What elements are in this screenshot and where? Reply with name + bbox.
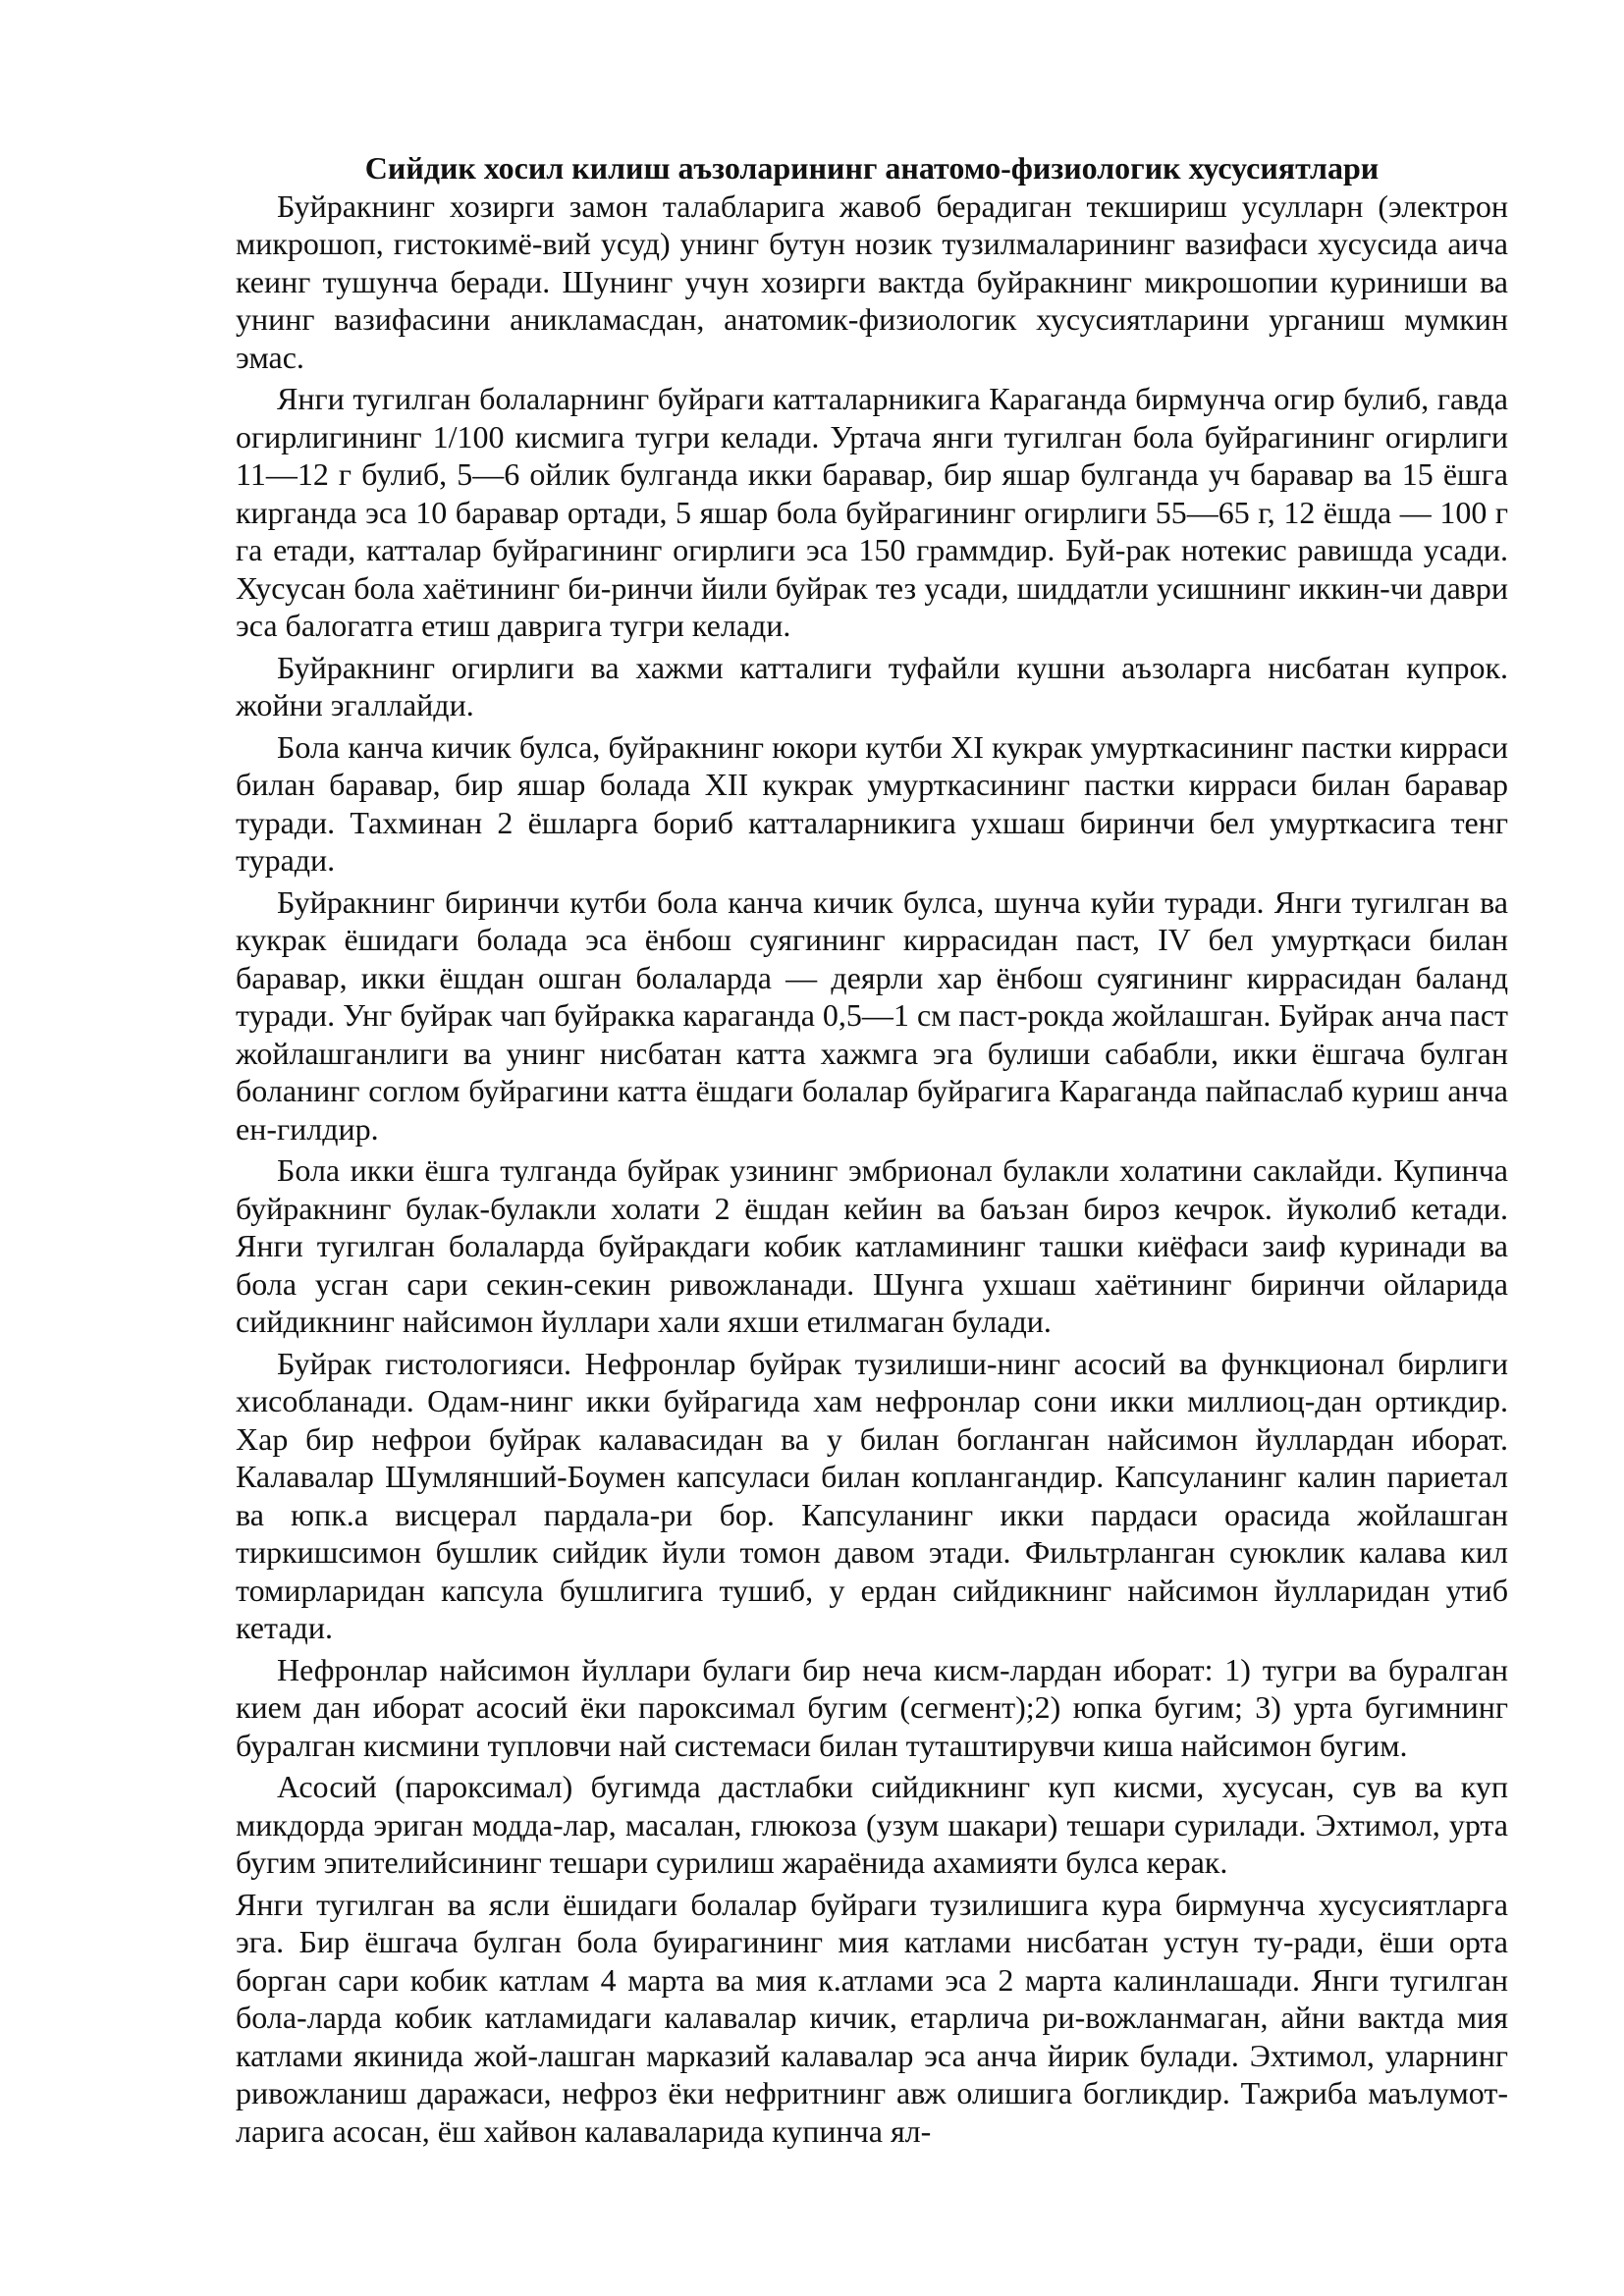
paragraph-9: Асосий (пароксимал) бугимда дастлабки сийдикнинг куп кисми, хусусан, сув ва куп микдорда эриган модда-лар, масалан, глюкоза (узум шакари) тешари сурилади. Эхтимол, урта бугим эпителийсининг тешари сурилиш жараёнида ахамияти булса керак. [236, 1769, 1508, 1880]
paragraph-7: Буйрак гистологияси. Нефронлар буйрак тузилиши-нинг асосий ва функционал бирлиги хисобланади. Одам-нинг икки буйрагида хам нефронлар сони икки миллиоц-дан ортикдир. Хар бир нефрои буйрак калавасидан ва у билан богланган найсимон йуллардан иборат. Калавалар Шумлянший-Боумен капсуласи билан коплангандир. Капсуланинг калин париетал ва юпк.а висцерал пардала-ри бор. Капсуланинг икки пардаси орасида жойлашган тиркишсимон бушлик сийдик йули томон давом этади. Фильтрланган суюклик калава кил томирларидан капсула бушлигига тушиб, у ердан сийдикнинг найсимон йулларидан утиб кетади. [236, 1345, 1508, 1645]
paragraph-6: Бола икки ёшга тулганда буйрак узининг эмбрионал булакли холатини саклайди. Купинча буйракнинг булак-булакли холати 2 ёшдан кейин ва баъзан бироз кечрок. йуколиб кетади. Янги тугилган болаларда буйракдаги кобик катламининг ташки киёфаси заиф куринади ва бола усган сари секин-секин ривожланади. Шунга ухшаш хаётининг биринчи ойларида сийдикнинг найсимон йуллари хали яхши етилмаган булади. [236, 1152, 1508, 1339]
paragraph-1: Буйракнинг хозирги замон талабларига жавоб берадиган текшириш усулларн (электрон микрошоп, гистокимё-вий усуд) унинг бутун нозик тузилмаларининг вазифаси хусусида аича кеинг тушунча беради. Шунинг учун хозирги вактда буйракнинг микрошопии куриниши ва унинг вазифасини аникламасдан, анатомик-физиологик хусусиятларини урганиш мумкин эмас. [236, 187, 1508, 375]
paragraph-3: Буйракнинг огирлиги ва хажми катталиги туфайли кушни аъзоларга нисбатан купрок. жойни эгаллайди. [236, 649, 1508, 722]
paragraph-5: Буйракнинг биринчи кутби бола канча кичик булса, шунча куйи туради. Янги тугилган ва кукрак ёшидаги болада эса ёнбош суягининг киррасидан паст, IV бел умуртқаси билан баравар, икки ёшдан ошган болаларда — деярли хар ёнбош суягининг киррасидан баланд туради. Унг буйрак чап буйракка караганда 0,5—1 см паст-рокда жойлашган. Буйрак анча паст жойлашганлиги ва унинг нисбатан катта хажмга эга булиши сабабли, икки ёшгача булган боланинг соглом буйрагини катта ёшдаги болалар буйрагига Караганда пайпаслаб куриш анча ен-гилдир. [236, 883, 1508, 1147]
paragraph-4: Бола канча кичик булса, буйракнинг юкори кутби XI кукрак умурткасининг пастки кирраси билан баравар, бир яшар болада XII кукрак умурткасининг пастки кирраси билан баравар туради. Тахминан 2 ёшларга бориб катталарникига ухшаш биринчи бел умурткасига тенг туради. [236, 728, 1508, 878]
paragraph-2: Янги тугилган болаларнинг буйраги катталарникига Караганда бирмунча огир булиб, гавда огирлигининг 1/100 кисмига тугри келади. Уртача янги тугилган бола буйрагининг огирлиги 11—12 г булиб, 5—6 ойлик булганда икки баравар, бир яшар булганда уч баравар ва 15 ёшга кирганда эса 10 баравар ортади, 5 яшар бола буйрагининг огирлиги 55—65 г, 12 ёшда — 100 г га етади, катталар буйрагининг огирлиги эса 150 граммдир. Буй-рак нотекис равишда усади. Хусусан бола хаётининг би-ринчи йили буйрак тез усади, шиддатли усишнинг иккин-чи даври эса балогатга етиш даврига тугри келади. [236, 381, 1508, 643]
paragraph-8: Нефронлар найсимон йуллари булаги бир неча кисм-лардан иборат: 1) тугри ва буралган кием дан иборат асосий ёки пароксимал бугим (сегмент);2) юпка бугим; 3) урта бугимнинг буралган кисмини тупловчи най системаси билан туташтирувчи киша найсимон бугим. [236, 1651, 1508, 1763]
document-title: Сийдик хосил килиш аъзоларининг анатомо-физиологик хусусиятлари [364, 150, 1380, 186]
paragraph-10: Янги тугилган ва ясли ёшидаги болалар буйраги тузилишига кура бирмунча хусусиятларга эга. Бир ёшгача булган бола буирагининг мия катлами нисбатан устун ту-ради, ёши орта борган сари кобик катлам 4 марта ва мия к.атлами эса 2 марта калинлашади. Янги тугилган бола-ларда кобик катламидаги калавалар кичик, етарлича ри-вожланмаган, айни вактда мия катлами якинида жой-лашган марказий калавалар эса анча йирик булади. Эхтимол, уларнинг ривожланиш даражаси, нефроз ёки нефритнинг авж олишига богликдир. Тажриба маълумот-ларига асосан, ёш хайвон калаваларида купинча ял- [236, 1886, 1508, 2149]
document-page [236, 149, 1508, 2154]
